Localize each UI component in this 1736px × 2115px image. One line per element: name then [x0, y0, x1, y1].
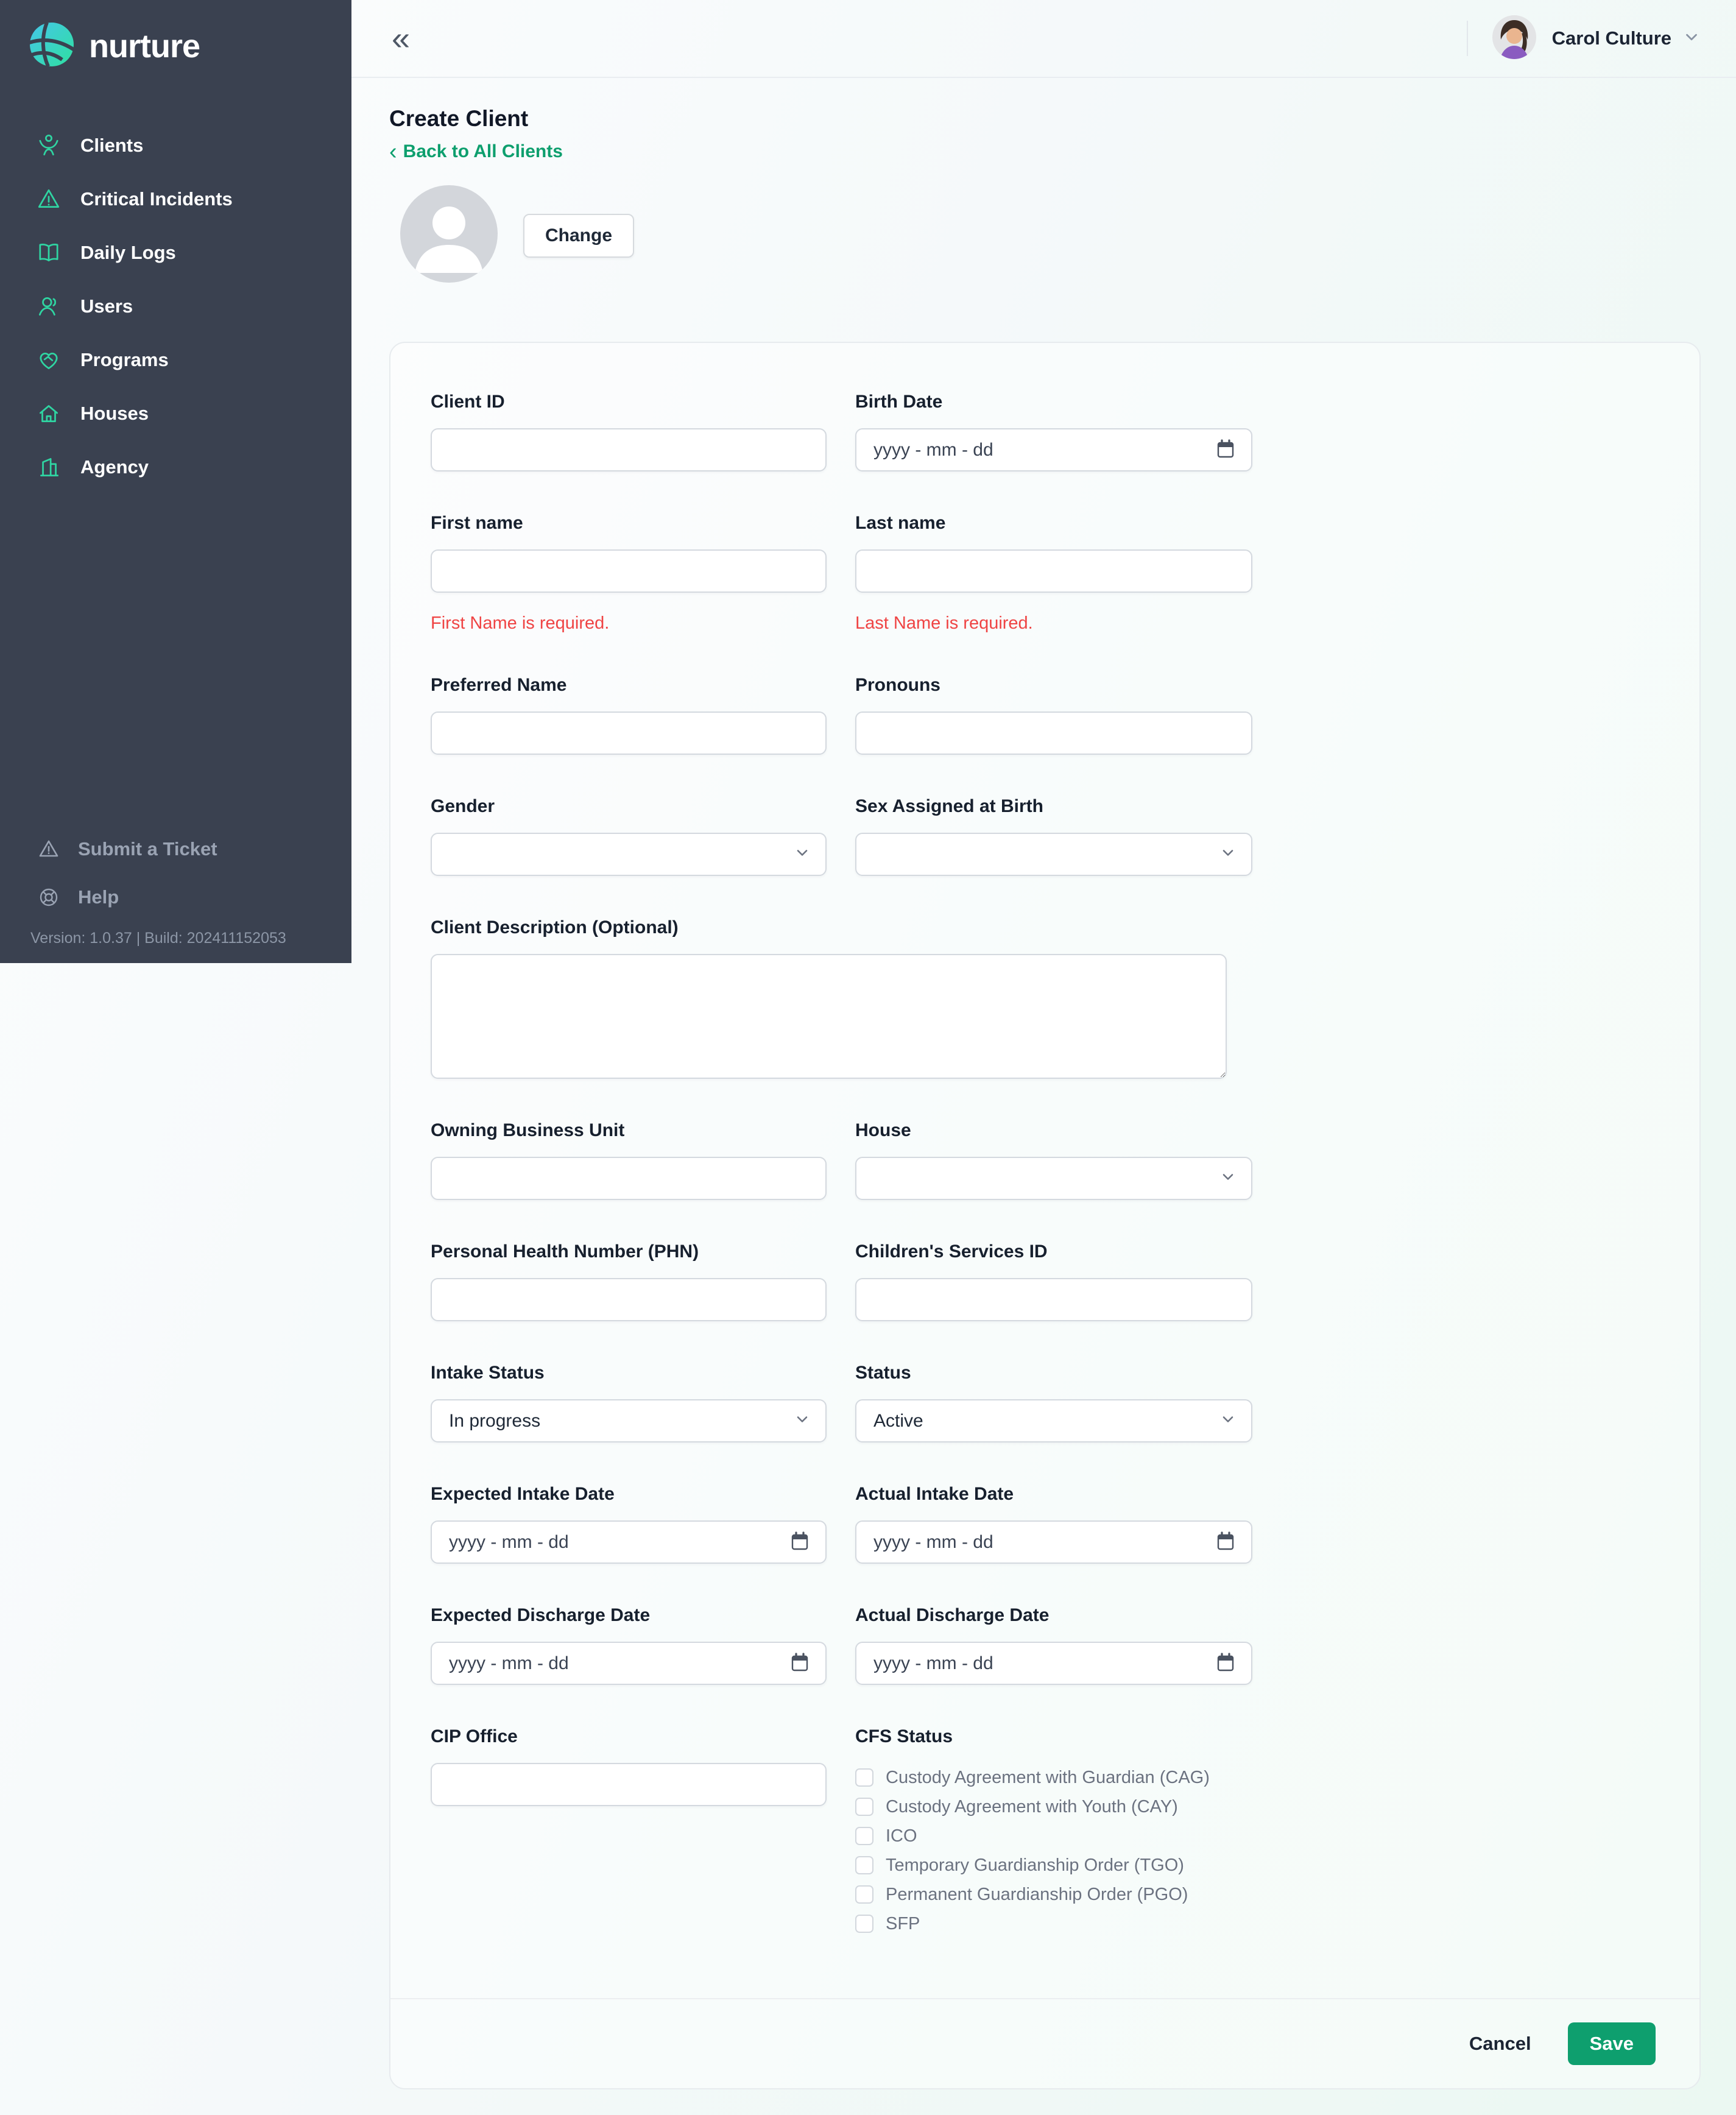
sidebar-bottom — [0, 825, 351, 947]
client-description-label: Client Description (Optional) — [431, 917, 679, 937]
sidebar-item-clients[interactable] — [0, 119, 351, 172]
field-gender — [431, 796, 827, 876]
chevron-down-icon — [1219, 1168, 1237, 1188]
app-logo[interactable] — [0, 0, 351, 71]
help-link[interactable] — [0, 873, 351, 921]
chevron-down-icon — [1219, 1411, 1237, 1431]
field-last-name — [855, 513, 1252, 634]
last-name-input[interactable] — [855, 549, 1252, 593]
cfs-option-label: ICO — [886, 1826, 917, 1846]
create-client-form-card — [389, 342, 1701, 2089]
checkbox-icon — [855, 1768, 873, 1787]
field-client-description — [431, 917, 1252, 1079]
date-placeholder: yyyy - mm - dd — [873, 1531, 993, 1552]
calendar-icon[interactable] — [789, 1530, 811, 1555]
date-placeholder: yyyy - mm - dd — [449, 1653, 569, 1673]
user-name: Carol Culture — [1551, 27, 1671, 49]
status-label: Status — [855, 1363, 911, 1383]
gender-label: Gender — [431, 796, 495, 816]
submit-ticket-label: Submit a Ticket — [78, 838, 217, 860]
preferred-name-input[interactable] — [431, 711, 827, 755]
sidebar-item-label: Houses — [80, 403, 149, 424]
topbar — [351, 0, 1736, 78]
sex-assigned-select[interactable] — [855, 833, 1252, 876]
preferred-name-label: Preferred Name — [431, 675, 567, 695]
sidebar-item-label: Users — [80, 295, 133, 317]
last-name-label: Last name — [855, 513, 946, 533]
birth-date-label: Birth Date — [855, 392, 943, 412]
cfs-option-label: SFP — [886, 1913, 920, 1933]
field-birth-date — [855, 392, 1252, 471]
version-text: Version: 1.0.37 | Build: 202411152053 — [30, 930, 286, 947]
sidebar-item-critical-incidents[interactable] — [0, 172, 351, 226]
field-expected-intake-date — [431, 1484, 827, 1564]
chevron-down-icon — [794, 844, 811, 864]
cfs-option-label: Temporary Guardianship Order (TGO) — [886, 1855, 1184, 1875]
intake-status-value: In progress — [449, 1410, 541, 1431]
cfs-option-pgo[interactable] — [855, 1880, 1252, 1909]
first-name-label: First name — [431, 513, 523, 533]
intake-status-label: Intake Status — [431, 1363, 545, 1383]
user-icon — [35, 293, 62, 320]
sidebar-item-label: Clients — [80, 135, 144, 156]
app-logo-text: nurture — [89, 27, 200, 65]
actual-intake-date-input[interactable] — [855, 1520, 1252, 1564]
field-childrens-services-id — [855, 1241, 1252, 1321]
building-icon — [35, 454, 62, 481]
user-avatar — [1492, 15, 1536, 62]
user-menu[interactable] — [1467, 15, 1701, 62]
actual-intake-date-label: Actual Intake Date — [855, 1484, 1014, 1504]
life-buoy-icon — [35, 884, 62, 911]
phn-input[interactable] — [431, 1278, 827, 1321]
field-status — [855, 1363, 1252, 1442]
house-select[interactable] — [855, 1157, 1252, 1200]
expected-discharge-date-input[interactable] — [431, 1642, 827, 1685]
childrens-services-id-label: Children's Services ID — [855, 1241, 1048, 1262]
field-client-id — [431, 392, 827, 471]
sidebar-item-label: Agency — [80, 456, 149, 478]
pronouns-label: Pronouns — [855, 675, 940, 695]
cfs-option-ico[interactable] — [855, 1821, 1252, 1851]
field-sex-assigned-at-birth — [855, 796, 1252, 876]
client-id-label: Client ID — [431, 392, 505, 412]
sidebar-item-label: Programs — [80, 349, 169, 370]
chevron-down-icon — [1682, 28, 1701, 49]
calendar-icon[interactable] — [1215, 1651, 1237, 1676]
cfs-option-sfp[interactable] — [855, 1909, 1252, 1938]
form-footer — [390, 1998, 1699, 2088]
owning-business-unit-label: Owning Business Unit — [431, 1120, 625, 1140]
field-cip-office — [431, 1726, 827, 1938]
sidebar-item-users[interactable] — [0, 280, 351, 333]
checkbox-icon — [855, 1856, 873, 1874]
cip-office-label: CIP Office — [431, 1726, 518, 1746]
page-content — [351, 106, 1736, 2089]
save-button[interactable]: Save — [1568, 2022, 1656, 2065]
clients-icon — [35, 132, 62, 159]
intake-status-select[interactable] — [431, 1399, 827, 1442]
checkbox-icon — [855, 1915, 873, 1933]
submit-ticket-link[interactable] — [0, 825, 351, 873]
cfs-option-label: Custody Agreement with Guardian (CAG) — [886, 1767, 1210, 1787]
change-photo-button[interactable]: Change — [523, 214, 634, 258]
chevron-left-icon: ‹ — [389, 138, 397, 164]
field-actual-discharge-date — [855, 1605, 1252, 1685]
client-avatar-row — [400, 185, 1699, 286]
field-actual-intake-date — [855, 1484, 1252, 1564]
help-label: Help — [78, 886, 119, 908]
last-name-error: Last Name is required. — [855, 613, 1033, 633]
calendar-icon[interactable] — [1215, 437, 1237, 462]
chevron-down-icon — [794, 1411, 811, 1431]
actual-discharge-date-input[interactable] — [855, 1642, 1252, 1685]
status-value: Active — [873, 1410, 923, 1431]
date-placeholder: yyyy - mm - dd — [873, 439, 993, 460]
status-select[interactable] — [855, 1399, 1252, 1442]
cfs-option-cag[interactable] — [855, 1763, 1252, 1792]
sidebar — [0, 0, 351, 963]
sex-assigned-label: Sex Assigned at Birth — [855, 796, 1043, 816]
cfs-option-label: Custody Agreement with Youth (CAY) — [886, 1796, 1178, 1817]
alert-triangle-icon — [35, 186, 62, 213]
childrens-services-id-input[interactable] — [855, 1278, 1252, 1321]
cfs-option-cay[interactable] — [855, 1792, 1252, 1821]
birth-date-input[interactable] — [855, 428, 1252, 471]
first-name-input[interactable] — [431, 549, 827, 593]
phn-label: Personal Health Number (PHN) — [431, 1241, 699, 1262]
field-expected-discharge-date — [431, 1605, 827, 1685]
first-name-error: First Name is required. — [431, 613, 610, 633]
expected-intake-date-label: Expected Intake Date — [431, 1484, 615, 1504]
nurture-logo-icon — [28, 21, 76, 71]
sidebar-nav — [0, 119, 351, 494]
sidebar-item-agency[interactable] — [0, 440, 351, 494]
date-placeholder: yyyy - mm - dd — [449, 1531, 569, 1552]
pronouns-input[interactable] — [855, 711, 1252, 755]
sidebar-item-label: Daily Logs — [80, 242, 176, 263]
sidebar-collapse-button[interactable]: « — [392, 20, 411, 57]
house-label: House — [855, 1120, 911, 1140]
field-cfs-status — [855, 1726, 1252, 1938]
gender-select[interactable] — [431, 833, 827, 876]
back-link-label: Back to All Clients — [403, 141, 563, 161]
back-to-all-clients-link[interactable] — [389, 138, 563, 164]
form-area — [390, 343, 1699, 1998]
checkbox-icon — [855, 1798, 873, 1816]
field-phn — [431, 1241, 827, 1321]
cancel-button[interactable]: Cancel — [1469, 2033, 1531, 2054]
cfs-status-options — [855, 1763, 1252, 1938]
cfs-status-label: CFS Status — [855, 1726, 953, 1746]
page-title: Create Client — [389, 106, 529, 131]
calendar-icon[interactable] — [1215, 1530, 1237, 1555]
sidebar-item-daily-logs[interactable] — [0, 226, 351, 280]
field-owning-business-unit — [431, 1120, 827, 1200]
expected-discharge-date-label: Expected Discharge Date — [431, 1605, 651, 1625]
home-icon — [35, 400, 62, 427]
expected-intake-date-input[interactable] — [431, 1520, 827, 1564]
calendar-icon[interactable] — [789, 1651, 811, 1676]
field-intake-status — [431, 1363, 827, 1442]
owning-business-unit-input[interactable] — [431, 1157, 827, 1200]
open-book-icon — [35, 239, 62, 266]
cfs-option-label: Permanent Guardianship Order (PGO) — [886, 1884, 1188, 1904]
sidebar-item-programs[interactable] — [0, 333, 351, 387]
date-placeholder: yyyy - mm - dd — [873, 1653, 993, 1673]
actual-discharge-date-label: Actual Discharge Date — [855, 1605, 1050, 1625]
field-preferred-name — [431, 675, 827, 755]
chevron-down-icon — [1219, 844, 1237, 864]
field-pronouns — [855, 675, 1252, 755]
checkbox-icon — [855, 1827, 873, 1845]
client-description-textarea[interactable] — [431, 954, 1227, 1079]
main-area — [351, 0, 1736, 2089]
topbar-divider — [1467, 21, 1468, 56]
cip-office-input[interactable] — [431, 1763, 827, 1806]
checkbox-icon — [855, 1885, 873, 1904]
field-house — [855, 1120, 1252, 1200]
sidebar-item-label: Critical Incidents — [80, 188, 233, 210]
cfs-option-tgo[interactable] — [855, 1851, 1252, 1880]
client-id-input[interactable] — [431, 428, 827, 471]
heart-hands-icon — [35, 347, 62, 373]
client-avatar-placeholder — [400, 185, 498, 286]
ticket-alert-icon — [35, 836, 62, 863]
sidebar-item-houses[interactable] — [0, 387, 351, 440]
field-first-name — [431, 513, 827, 634]
